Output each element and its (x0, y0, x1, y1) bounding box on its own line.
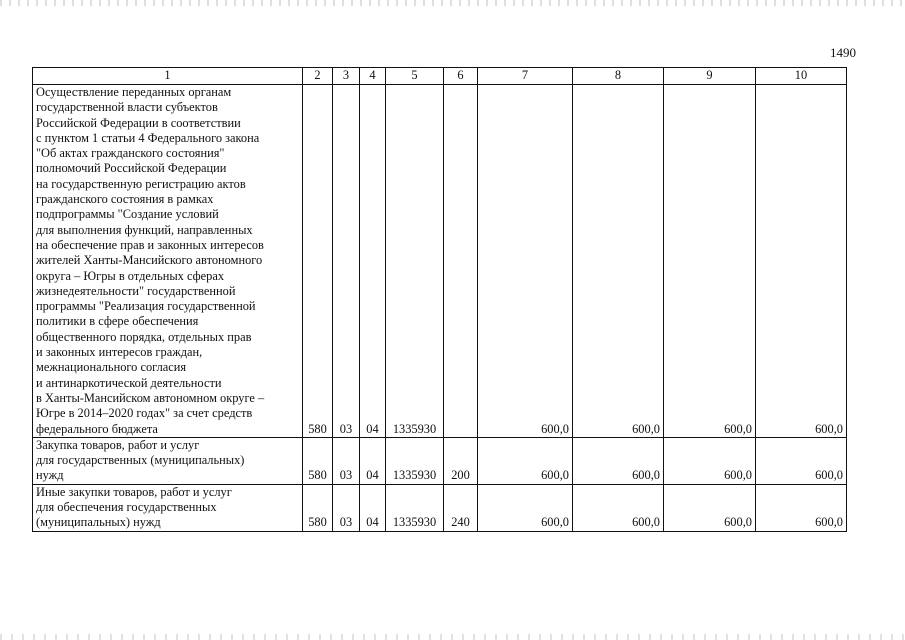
cell-col-8: 600,0 (573, 437, 664, 484)
description-line: гражданского состояния в рамках (36, 192, 214, 207)
scan-artifact-bottom (0, 634, 905, 640)
cell-col-5: 1335930 (386, 484, 444, 531)
table-body (33, 85, 847, 532)
column-header: 10 (756, 68, 847, 85)
row-description (33, 437, 303, 484)
cell-col-6: 240 (444, 484, 478, 531)
table-row (33, 85, 847, 438)
cell-col-10: 600,0 (756, 85, 847, 438)
cell-col-8: 600,0 (573, 484, 664, 531)
cell-col-3: 03 (333, 484, 360, 531)
column-header: 8 (573, 68, 664, 85)
cell-col-2: 580 (303, 484, 333, 531)
column-header: 1 (33, 68, 303, 85)
column-header: 6 (444, 68, 478, 85)
cell-col-7: 600,0 (478, 484, 573, 531)
description-line: жителей Ханты-Мансийского автономного (36, 253, 263, 268)
description-line: (муниципальных) нужд (36, 515, 161, 530)
cell-col-10: 600,0 (756, 437, 847, 484)
cell-col-6: 200 (444, 437, 478, 484)
cell-col-9: 600,0 (664, 484, 756, 531)
cell-col-10: 600,0 (756, 484, 847, 531)
cell-col-7: 600,0 (478, 85, 573, 438)
budget-table (32, 67, 847, 532)
description-line: Югре в 2014–2020 годах" за счет средств (36, 406, 253, 421)
cell-col-8: 600,0 (573, 85, 664, 438)
cell-col-4: 04 (360, 437, 386, 484)
description-line: округа – Югры в отдельных сферах (36, 268, 225, 283)
description-line: Иные закупки товаров, работ и услуг (36, 484, 232, 499)
description-line: межнационального согласия (36, 360, 187, 375)
cell-col-5: 1335930 (386, 437, 444, 484)
cell-col-3: 03 (333, 85, 360, 438)
cell-col-2: 580 (303, 437, 333, 484)
description-line: полномочий Российской Федерации (36, 161, 227, 176)
cell-col-6 (444, 85, 478, 438)
table-row (33, 437, 847, 484)
column-header: 7 (478, 68, 573, 85)
cell-col-5: 1335930 (386, 85, 444, 438)
cell-col-7: 600,0 (478, 437, 573, 484)
row-description (33, 85, 303, 438)
description-line: программы "Реализация государственной (36, 299, 256, 314)
column-header: 2 (303, 68, 333, 85)
table-row (33, 484, 847, 531)
description-line: с пунктом 1 статьи 4 Федерального закона (36, 130, 260, 145)
row-description (33, 484, 303, 531)
description-line: Осуществление переданных органам (36, 85, 232, 99)
cell-col-4: 04 (360, 484, 386, 531)
description-line: политики в сфере обеспечения (36, 314, 199, 329)
column-header: 5 (386, 68, 444, 85)
description-line: в Ханты-Мансийском автономном округе – (36, 390, 265, 405)
description-line: на обеспечение прав и законных интересов (36, 237, 264, 252)
description-line: Российской Федерации в соответствии (36, 115, 241, 130)
description-line: нужд (36, 468, 64, 483)
cell-col-2: 580 (303, 85, 333, 438)
cell-col-3: 03 (333, 437, 360, 484)
description-line: для обеспечения государственных (36, 500, 217, 515)
cell-col-9: 600,0 (664, 437, 756, 484)
description-line: федерального бюджета (36, 421, 158, 436)
cell-col-9: 600,0 (664, 85, 756, 438)
description-line: и антинаркотической деятельности (36, 375, 222, 390)
column-header: 9 (664, 68, 756, 85)
cell-col-4: 04 (360, 85, 386, 438)
description-line: для государственных (муниципальных) (36, 453, 245, 468)
description-line: государственной власти субъектов (36, 100, 218, 115)
page-number: 1490 (830, 45, 856, 60)
description-line: "Об актах гражданского состояния" (36, 146, 225, 161)
scan-artifact-top (0, 0, 905, 6)
description-line: Закупка товаров, работ и услуг (36, 437, 200, 452)
column-header: 4 (360, 68, 386, 85)
description-line: жизнедеятельности" государственной (36, 283, 236, 298)
description-line: подпрограммы "Создание условий (36, 207, 219, 222)
description-line: и законных интересов граждан, (36, 345, 203, 360)
column-number-row (33, 68, 847, 85)
column-header: 3 (333, 68, 360, 85)
description-line: для выполнения функций, направленных (36, 222, 253, 237)
description-line: общественного порядка, отдельных прав (36, 329, 252, 344)
description-line: на государственную регистрацию актов (36, 176, 246, 191)
